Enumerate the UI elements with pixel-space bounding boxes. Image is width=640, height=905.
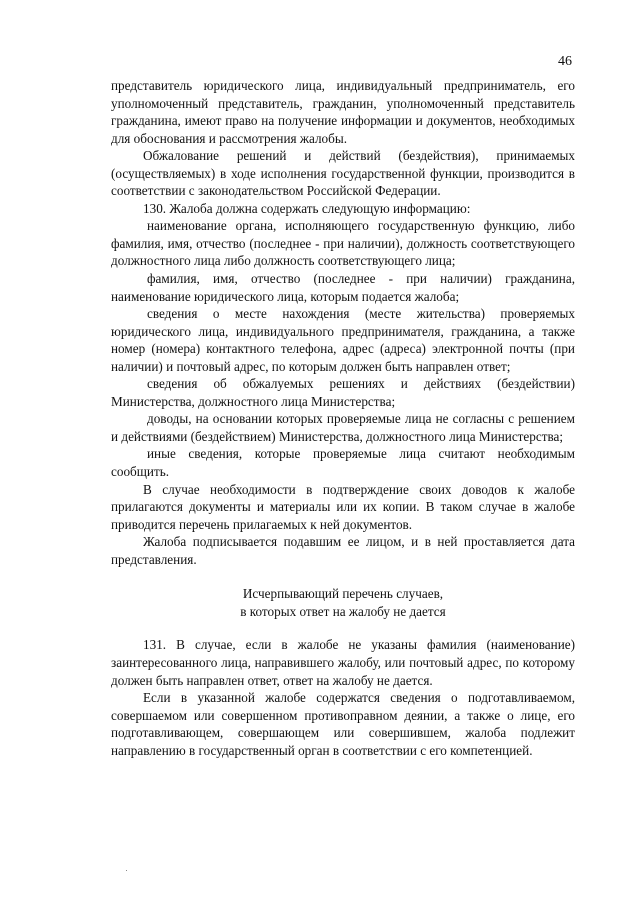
paragraph: представитель юридического лица, индивидуальный предприниматель, его уполномоченный представитель, гражданин, уполномоченный представитель гражданина, имеют право на получение информации и документов, необходимых для обоснования и рассмотрения жалобы.: [111, 78, 575, 146]
paragraph: 130. Жалоба должна содержать следующую информацию:: [143, 200, 471, 216]
paragraph: В случае необходимости в подтверждение своих доводов к жалобе прилагаются документы и материалы или их копии. В таком случае в жалобе приводится перечень прилагаемых к ней документов.: [111, 481, 575, 532]
list-item: наименование органа, исполняющего государственную функцию, либо фамилия, имя, отчество (последнее - при наличии), должность соответствующего должностного лица либо должность соответствующего лица;: [111, 218, 575, 269]
section-after-heading: [111, 636, 575, 759]
section-before-heading: [111, 77, 575, 568]
paragraph: Обжалование решений и действий (бездействия), принимаемых (осуществляемых) в ходе исполнения государственной функции, производится в соответствии с законодательством Российской Федерации.: [111, 148, 575, 199]
section-heading: [111, 585, 575, 620]
document-body: [111, 77, 575, 759]
list-item: сведения об обжалуемых решениях и действиях (бездействии) Министерства, должностного лица Министерства;: [111, 376, 575, 409]
section-heading-line: в которых ответ на жалобу не дается: [240, 603, 446, 619]
paragraph: Если в указанной жалобе содержатся сведения о подготавливаемом, совершаемом или совершенном противоправном деянии, а также о лице, его подготавливающем, совершающем или совершившем, жалоба подлежит направлению в государственный орган в соответствии с его компетенцией.: [111, 690, 575, 758]
list-item: иные сведения, которые проверяемые лица считают необходимым сообщить.: [111, 446, 575, 480]
paragraph: Жалоба подписывается подавшим ее лицом, и в ней проставляется дата представления.: [111, 534, 575, 567]
page-number: 46: [558, 54, 572, 69]
list-item: доводы, на основании которых проверяемые лица не согласны с решением и действиями (бездействием) Министерства, должностного лица Министерства;: [111, 411, 575, 444]
list-item: фамилия, имя, отчество (последнее - при наличии) гражданина, наименование юридического лица, которым подается жалоба;: [111, 271, 575, 304]
scan-speck: [126, 870, 127, 871]
list-item: сведения о месте нахождения (месте жительства) проверяемых юридического лица, индивидуального предпринимателя, гражданина, а также номер (номера) контактного телефона, адрес (адреса) электронной почты (при наличии) и почтовый адрес, по которым должен быть направлен ответ;: [111, 306, 575, 374]
section-heading-line: Исчерпывающий перечень случаев,: [242, 586, 444, 602]
paragraph: 131. В случае, если в жалобе не указаны фамилия (наименование) заинтересованного лица, направившего жалобу, или почтовый адрес, по которому должен быть направлен ответ, ответ на жалобу не дается.: [111, 637, 575, 688]
